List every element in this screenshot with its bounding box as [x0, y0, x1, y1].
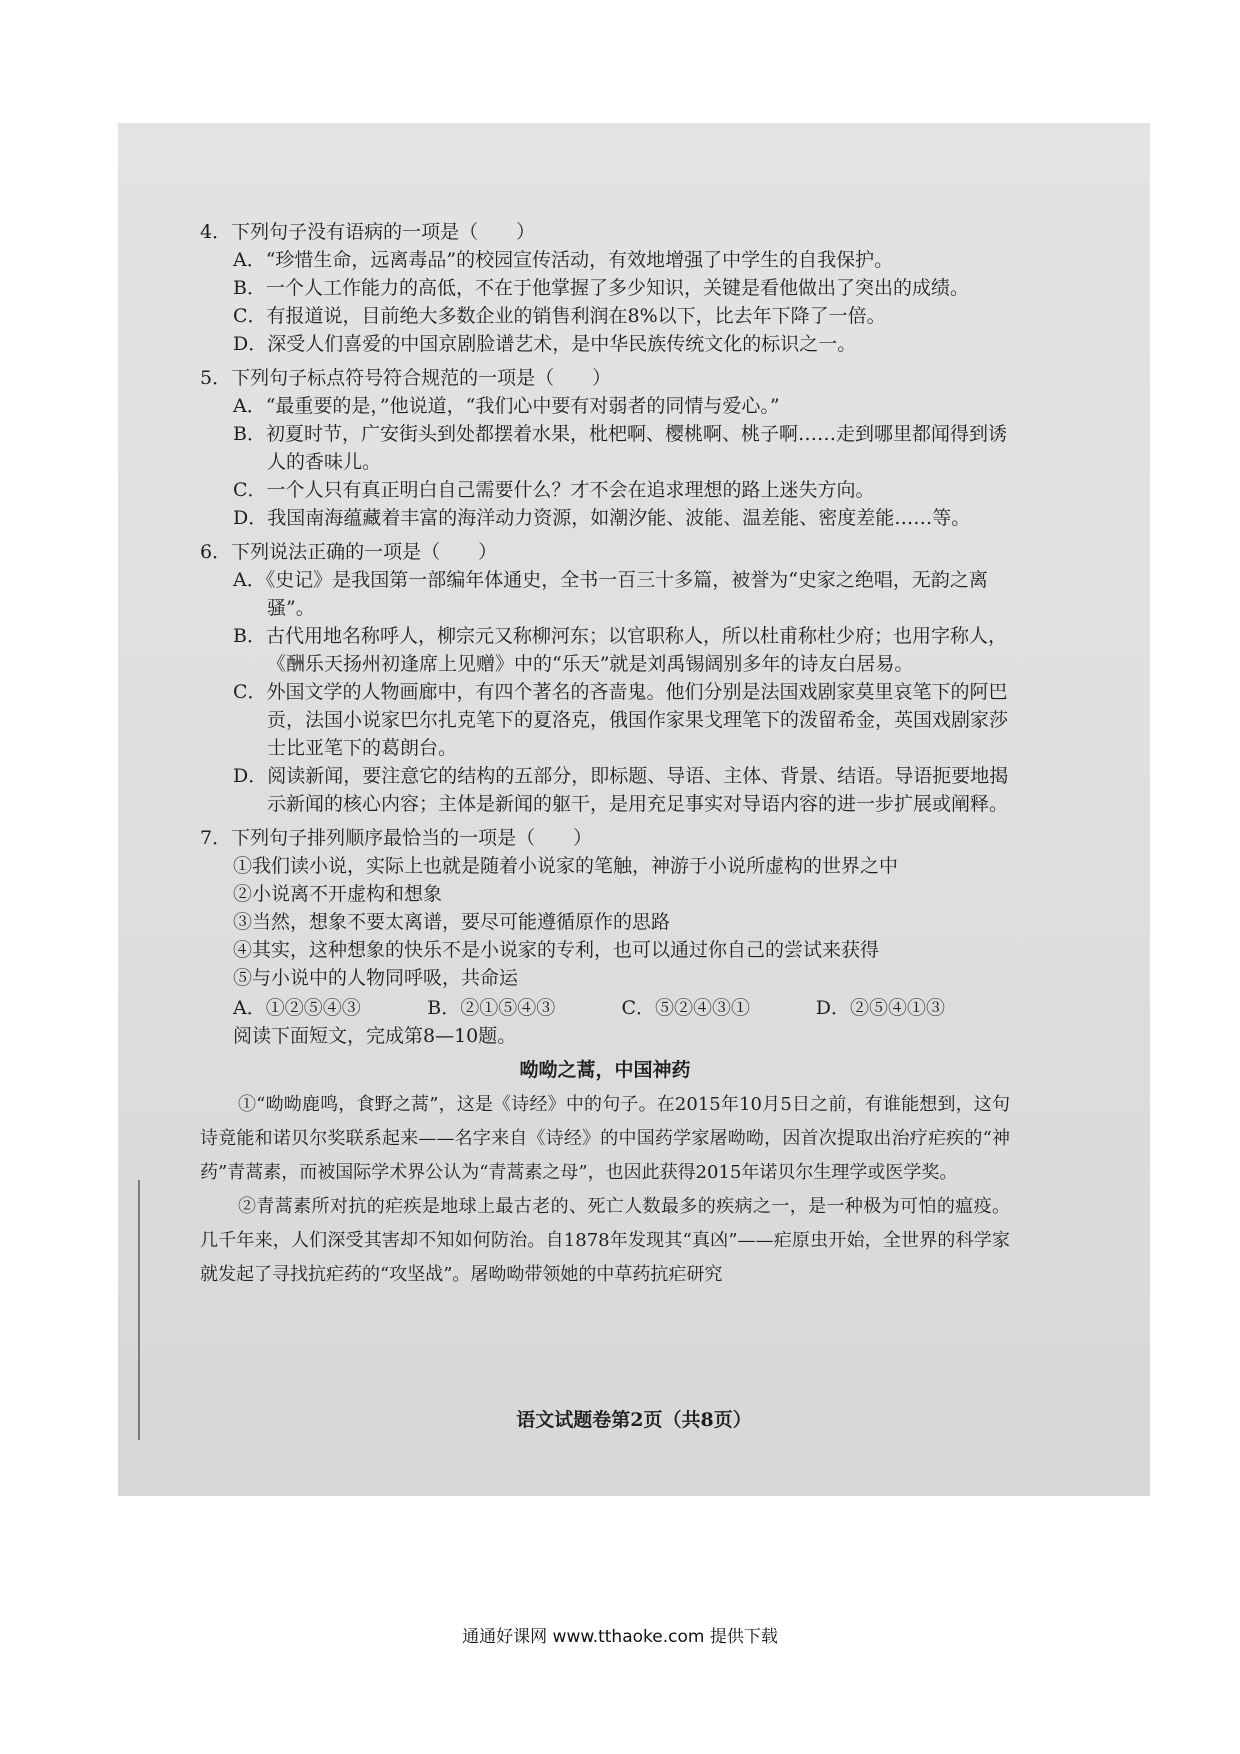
question-stem: 6．下列说法正确的一项是（ ） [200, 541, 498, 563]
sentence-5: ⑤与小说中的人物同呼吸，共命运 [233, 967, 519, 989]
choice-b: B．②①⑤④③ [427, 997, 556, 1019]
question-stem: 7．下列句子排列顺序最恰当的一项是（ ） [200, 827, 593, 849]
option-d: D．深受人们喜爱的中国京剧脸谱艺术，是中华民族传统文化的标识之一。 [233, 333, 857, 355]
option-c: C．有报道说，目前绝大多数企业的销售利润在8%以下，比去年下降了一倍。 [233, 305, 886, 327]
sentence-2: ②小说离不开虚构和想象 [233, 883, 443, 905]
passage-title: 呦呦之蒿，中国神药 [519, 1059, 691, 1081]
sentence-3: ③当然，想象不要太离谱，要尽可能遵循原作的思路 [233, 911, 671, 933]
option-d: D．阅读新闻，要注意它的结构的五部分，即标题、导语、主体、背景、结语。导语扼要地揭示新闻的核心内容；主体是新闻的躯干，是用充足事实对导语内容的进一步扩展或阐释。 [233, 765, 1009, 815]
passage-paragraph-2: ②青蒿素所对抗的疟疾是地球上最古老的、死亡人数最多的疾病之一，是一种极为可怕的瘟疫。几千年来，人们深受其害却不知如何防治。自1878年发现其“真凶”——疟原虫开始，全世界的科学家就发起了寻找抗疟药的“攻坚战”。屠呦呦带领她的中草药抗疟研究 [200, 1196, 1010, 1285]
option-b: B．一个人工作能力的高低，不在于他掌握了多少知识，关键是看他做出了突出的成绩。 [233, 277, 969, 299]
question-7 [200, 824, 1010, 1022]
option-a: A．《史记》是我国第一部编年体通史，全书一百三十多篇，被誉为“史家之绝唱，无韵之离骚”。 [233, 569, 988, 619]
page-footer: 语文试题卷第2页（共8页） [516, 1409, 752, 1431]
exam-content [200, 218, 1010, 1292]
choice-c: C．⑤②④③① [621, 997, 751, 1019]
option-b: B．古代用地名称呼人，柳宗元又称柳河东；以官职称人，所以杜甫称杜少府；也用字称人，《酬乐天扬州初逢席上见赠》中的“乐天”就是刘禹锡阔别多年的诗友白居易。 [233, 625, 1007, 675]
question-6 [200, 538, 1010, 818]
choice-a: A．①②⑤④③ [233, 997, 361, 1019]
sentence-4: ④其实，这种想象的快乐不是小说家的专利，也可以通过你自己的尝试来获得 [233, 939, 880, 961]
passage-paragraph-1: ①“呦呦鹿鸣，食野之蒿”，这是《诗经》中的句子。在2015年10月5日之前，有谁能想到，这句诗竟能和诺贝尔奖联系起来——名字来自《诗经》的中国药学家屠呦呦，因首次提取出治疗疟疾的“神药”青蒿素，而被国际学术界公认为“青蒿素之母”，也因此获得2015年诺贝尔生理学或医学奖。 [200, 1094, 1010, 1183]
choice-d: D．②⑤④①③ [815, 997, 945, 1019]
option-b: B．初夏时节，广安街头到处都摆着水果，枇杷啊、樱桃啊、桃子啊……走到哪里都闻得到诱人的香味儿。 [233, 423, 1007, 473]
reading-section [200, 1022, 1010, 1292]
sentence-1: ①我们读小说，实际上也就是随着小说家的笔触，神游于小说所虚构的世界之中 [233, 855, 899, 877]
site-footer: 通通好课网 www.tthaoke.com 提供下载 [462, 1627, 778, 1647]
option-c: C．外国文学的人物画廊中，有四个著名的吝啬鬼。他们分别是法国戏剧家莫里哀笔下的阿巴贡，法国小说家巴尔扎克笔下的夏洛克，俄国作家果戈理笔下的泼留希金，英国戏剧家莎士比亚笔下的葛朗台。 [233, 681, 1009, 759]
margin-line [138, 1180, 140, 1440]
reading-instruction: 阅读下面短文，完成第8—10题。 [233, 1025, 517, 1047]
option-a: A．“最重要的是，”他说道，“我们心中要有对弱者的同情与爱心。” [233, 395, 780, 417]
question-4 [200, 218, 1010, 358]
question-5 [200, 364, 1010, 532]
question-stem: 4．下列句子没有语病的一项是（ ） [200, 221, 536, 243]
answer-choices [200, 994, 1010, 1022]
option-a: A．“珍惜生命，远离毒品”的校园宣传活动，有效地增强了中学生的自我保护。 [233, 249, 894, 271]
option-c: C．一个人只有真正明白自己需要什么？才不会在追求理想的路上迷失方向。 [233, 479, 875, 501]
option-d: D．我国南海蕴藏着丰富的海洋动力资源，如潮汐能、波能、温差能、密度差能……等。 [233, 507, 971, 529]
question-stem: 5．下列句子标点符号符合规范的一项是（ ） [200, 367, 612, 389]
